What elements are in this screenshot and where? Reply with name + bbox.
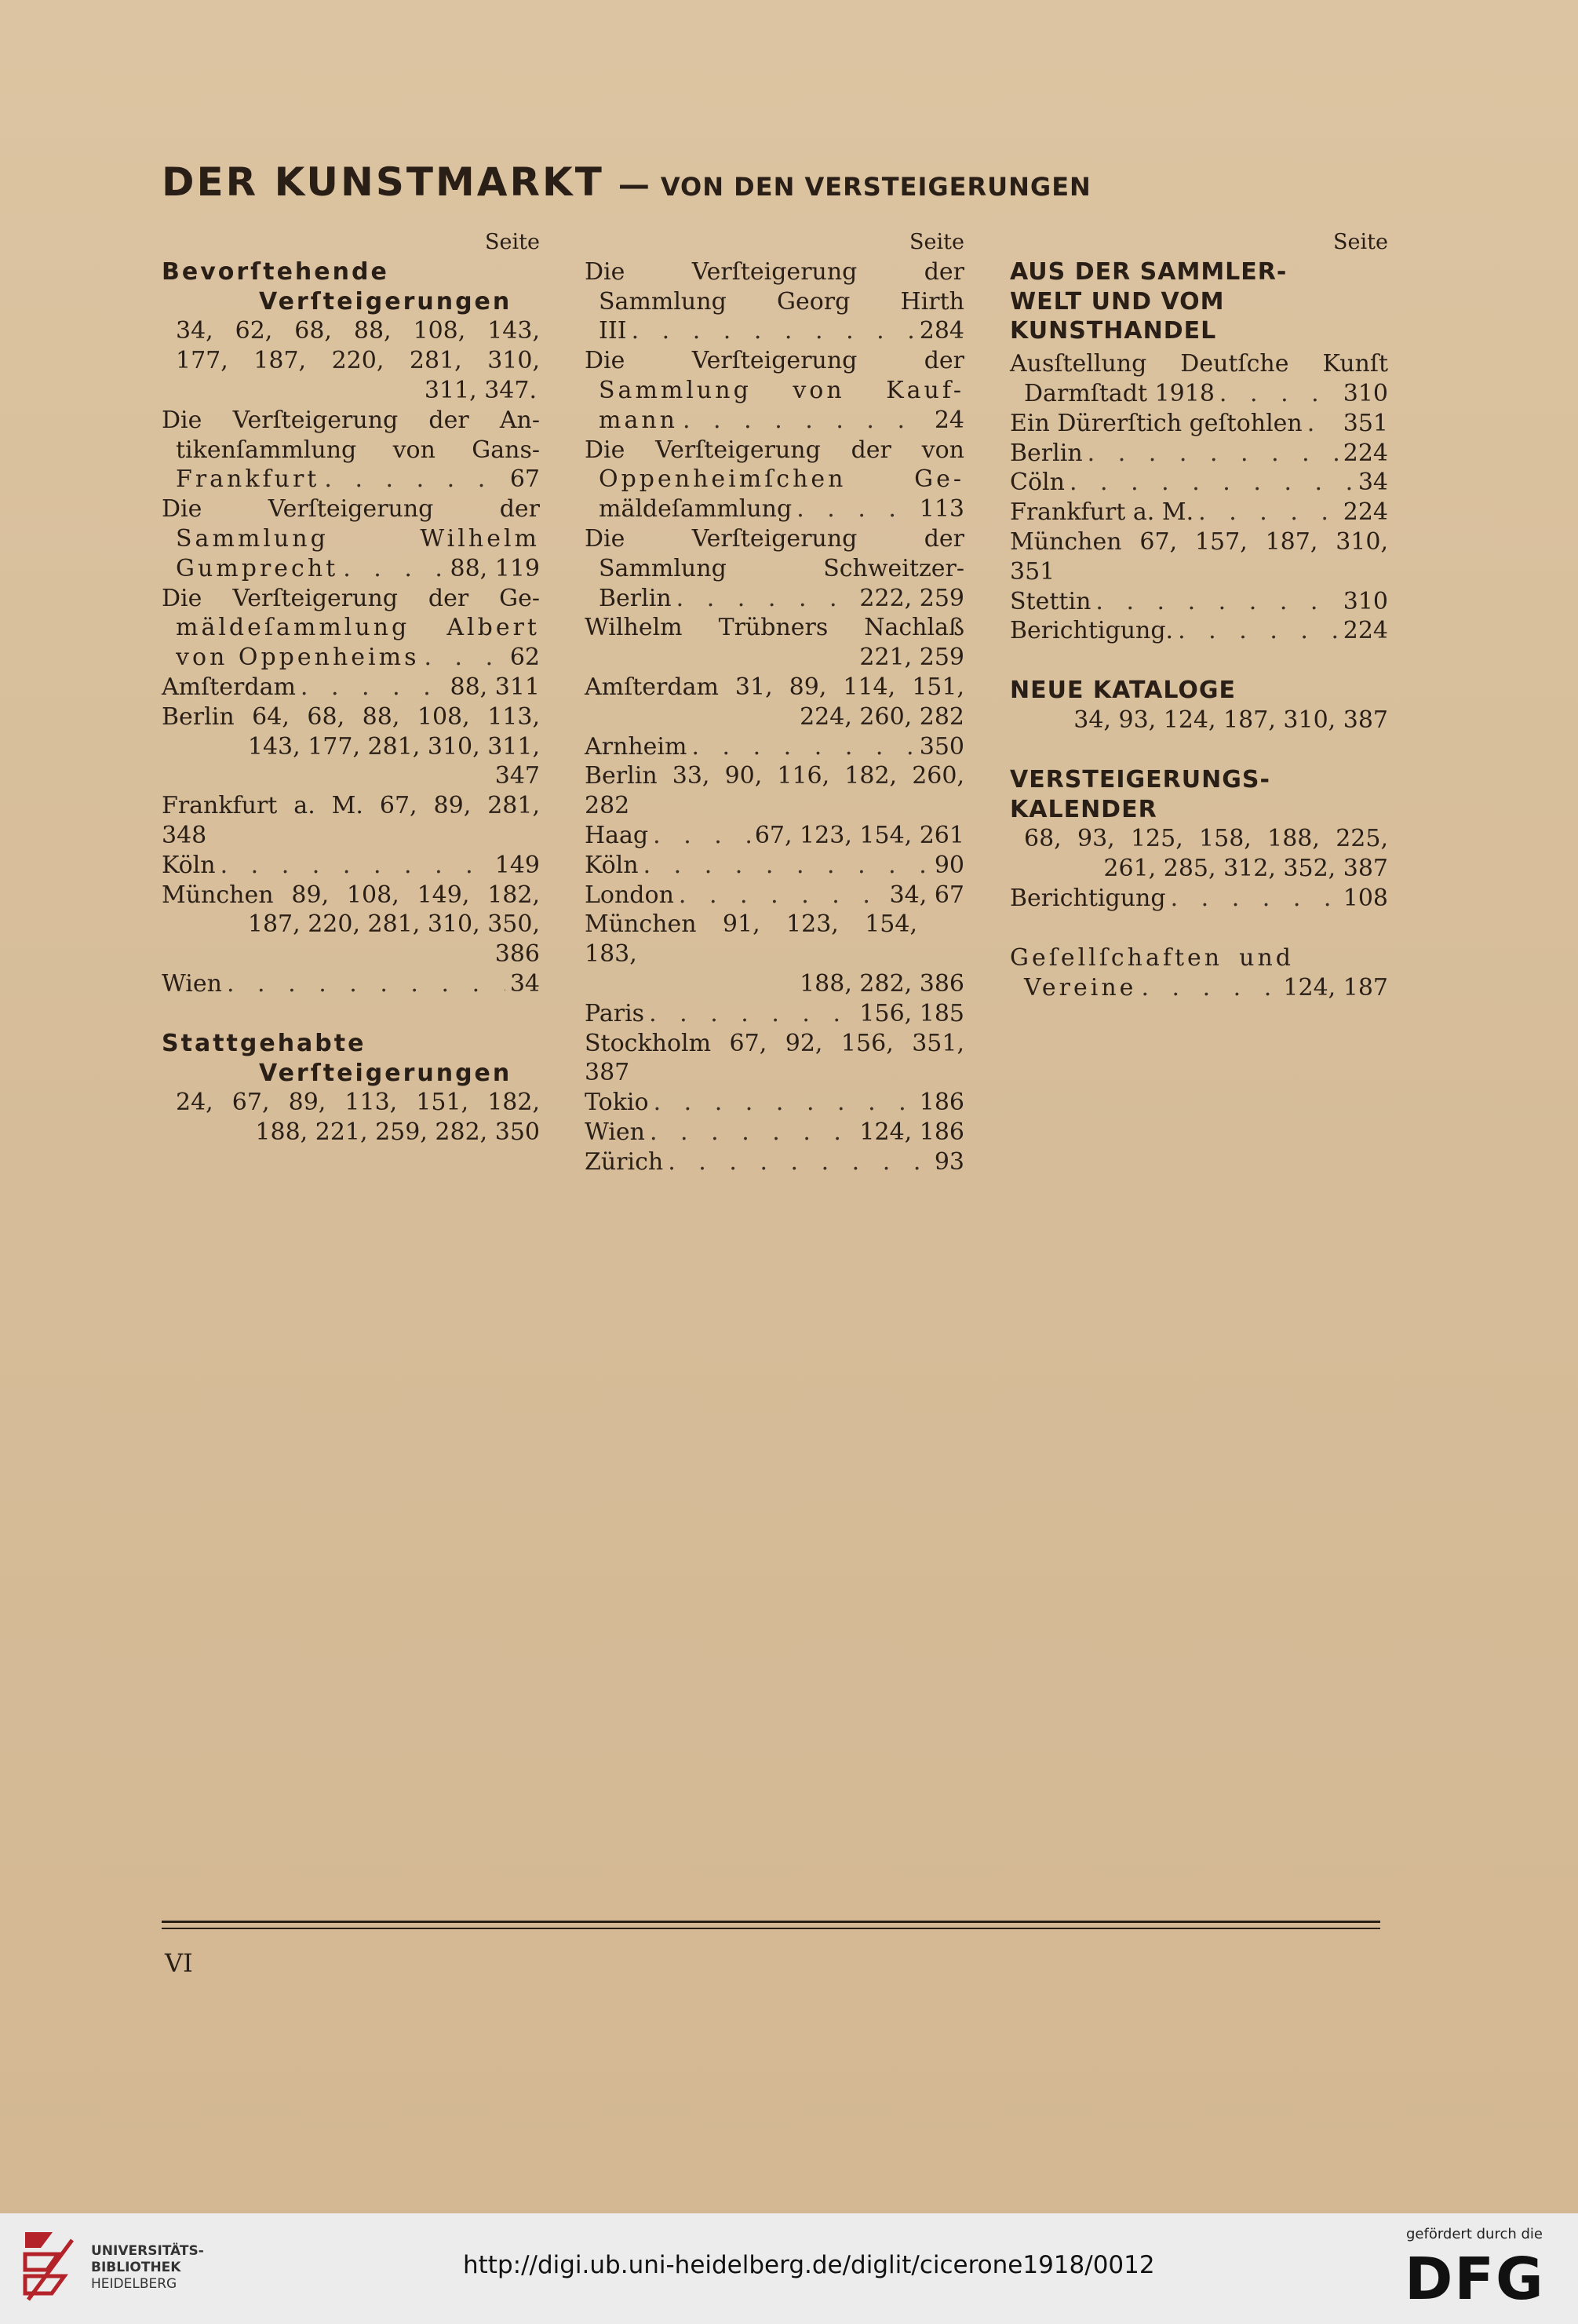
index-line: 34, 62, 68, 88, 108, 143,: [176, 317, 540, 345]
index-line: Die Verſteigerung der: [585, 347, 964, 375]
index-line: 68, 93, 125, 158, 188, 225,: [1024, 825, 1388, 853]
index-entry: Cöln . . . 34: [1010, 468, 1388, 498]
index-entry: Köln . . . 149: [162, 851, 540, 881]
index-line: München 67, 157, 187, 310, 351: [1010, 527, 1388, 586]
index-entry: Vereine . . . 124, 187: [1010, 973, 1388, 1003]
index-entry: Köln . . . 90: [585, 851, 964, 881]
ub-line-1: UNIVERSITÄTS-: [91, 2243, 204, 2259]
index-line: Berlin 33, 90, 116, 182, 260, 282: [585, 762, 964, 820]
index-entry: Stettin . . . 310: [1010, 587, 1388, 617]
index-line: Die Verſteigerung der: [585, 524, 964, 553]
index-line: 261, 285, 312, 352, 387: [1103, 855, 1388, 883]
title-main: DER KUNSTMARKT: [162, 159, 604, 205]
index-line: München 89, 108, 149, 182,: [162, 881, 540, 909]
index-entry: Wien . . . 34: [162, 969, 540, 999]
index-entry: Frankfurt a. M. . . . 224: [1010, 498, 1388, 527]
index-line: Oppenheimſchen Ge-: [599, 465, 964, 494]
index-line: München 91, 123, 154, 183,: [585, 910, 917, 969]
index-line: 188, 221, 259, 282, 350: [255, 1118, 540, 1147]
index-column-3: [1010, 228, 1388, 1002]
page-title: [162, 159, 1091, 205]
heading-sammlerwelt-3: KUNSTHANDEL: [1010, 317, 1217, 345]
index-entry: Ein Dürerſtich geſtohlen . . . 351: [1010, 409, 1388, 439]
index-column-1: [162, 228, 540, 1147]
index-entry: mäldeſammlung . . . 113: [585, 494, 964, 524]
index-entry: Zürich . . . 93: [585, 1147, 964, 1177]
seite-label: Seite: [485, 230, 540, 254]
library-footer: [0, 2213, 1578, 2324]
index-entry: Frankfurt . . . 67: [162, 465, 540, 494]
index-line: 24, 67, 89, 113, 151, 182,: [176, 1089, 540, 1117]
index-entry: Tokio . . . 186: [585, 1088, 964, 1118]
index-entry: Amſterdam . . . 88, 311: [162, 673, 540, 702]
page-folio: VI: [165, 1948, 193, 1978]
index-line: 188, 282, 386: [800, 969, 964, 998]
bottom-rule: [162, 1921, 1380, 1923]
index-entry: Haag . . . 67, 123, 154, 261: [585, 821, 964, 851]
index-column-2: [585, 228, 964, 1177]
index-entry: Berichtigung. . . . 224: [1010, 616, 1388, 646]
index-line: Die Verſteigerung der An-: [162, 406, 540, 434]
heading-sammlerwelt: AUS DER SAMMLER-: [1010, 257, 1288, 286]
heading-versteigerungen: Verſteigerungen: [259, 287, 512, 316]
index-entry: Darmſtadt 1918 . . . 310: [1010, 379, 1388, 409]
heading-versteigerungen-2: Verſteigerungen: [259, 1059, 512, 1087]
heading-sammlerwelt-2: WELT UND VOM: [1010, 287, 1225, 316]
index-line: Ausſtellung Deutſche Kunſt: [1010, 350, 1388, 378]
index-line: Wilhelm Trübners Nachlaß: [585, 614, 964, 642]
index-line: Die Verſteigerung der: [162, 495, 540, 524]
dfg-label: gefördert durch die: [1406, 2226, 1543, 2242]
index-line: 177, 187, 220, 281, 310,: [176, 347, 540, 375]
heading-neue-kataloge: NEUE KATALOGE: [1010, 677, 1237, 705]
index-line: 224, 260, 282: [800, 702, 964, 731]
bottom-rule-thin: [162, 1928, 1380, 1929]
index-line: Sammlung von Kauf-: [599, 376, 964, 404]
source-url-link[interactable]: http://digi.ub.uni-heidelberg.de/diglit/cicerone1918/0012: [463, 2251, 1155, 2279]
index-entry: Berlin . . . 224: [1010, 439, 1388, 469]
heading-versteigerungskalender-2: KALENDER: [1010, 795, 1157, 823]
index-line: 143, 177, 281, 310, 311, 347: [247, 732, 540, 790]
index-line: Sammlung Wilhelm: [176, 524, 540, 553]
index-entry: mann . . . 24: [585, 406, 964, 436]
heading-stattgehabte: Stattgehabte: [162, 1029, 366, 1057]
index-line: 311, 347.: [424, 376, 537, 404]
ub-line-3: HEIDELBERG: [91, 2276, 177, 2292]
index-line: Berlin 64, 68, 88, 108, 113,: [162, 702, 540, 731]
index-entry: Wien . . . 124, 186: [585, 1118, 964, 1147]
index-entry: III . . . 284: [585, 316, 964, 346]
index-line: Die Verſteigerung der: [585, 257, 964, 286]
seite-label: Seite: [909, 230, 964, 254]
index-line: Frankfurt a. M. 67, 89, 281, 348: [162, 792, 540, 849]
heading-bevorstehende: Bevorſtehende: [162, 257, 389, 286]
index-entry: Berlin . . . 222, 259: [585, 584, 964, 614]
index-line: 221, 259: [859, 644, 964, 672]
title-dash: —: [618, 167, 650, 203]
dfg-logo-icon: DFG: [1405, 2246, 1545, 2313]
ub-heidelberg-logo-icon: [17, 2224, 80, 2311]
index-entry: Gumprecht . . . 88, 119: [162, 554, 540, 584]
ub-heidelberg-label: [91, 2243, 204, 2293]
index-line: Die Verſteigerung der Ge-: [162, 584, 540, 612]
index-line: Sammlung Schweitzer-: [599, 554, 964, 582]
index-line: Stockholm 67, 92, 156, 351, 387: [585, 1029, 964, 1087]
index-entry: Paris . . . 156, 185: [585, 999, 964, 1029]
index-entry: Berichtigung . . . 108: [1010, 884, 1388, 914]
index-entry: London . . . 34, 67: [585, 881, 964, 910]
heading-versteigerungskalender: VERSTEIGERUNGS-: [1010, 765, 1270, 794]
ub-line-2: BIBLIOTHEK: [91, 2260, 181, 2275]
index-line: mäldeſammlung Albert: [176, 614, 540, 642]
index-entry: von Oppenheims . . . 62: [162, 643, 540, 673]
index-line: Geſellſchaften und: [1010, 943, 1294, 972]
index-line: Amſterdam 31, 89, 114, 151,: [585, 673, 964, 701]
index-line: Sammlung Georg Hirth: [599, 287, 964, 316]
index-line: 187, 220, 281, 310, 350, 386: [247, 910, 540, 969]
index-line: 34, 93, 124, 187, 310, 387: [1073, 706, 1388, 734]
index-entry: Arnheim . . . 350: [585, 732, 964, 762]
seite-label: Seite: [1333, 230, 1388, 254]
index-line: tikenſammlung von Gans-: [176, 436, 540, 464]
title-sub: VON DEN VERSTEIGERUNGEN: [660, 172, 1091, 202]
index-line: Die Verſteigerung der von: [585, 436, 964, 464]
